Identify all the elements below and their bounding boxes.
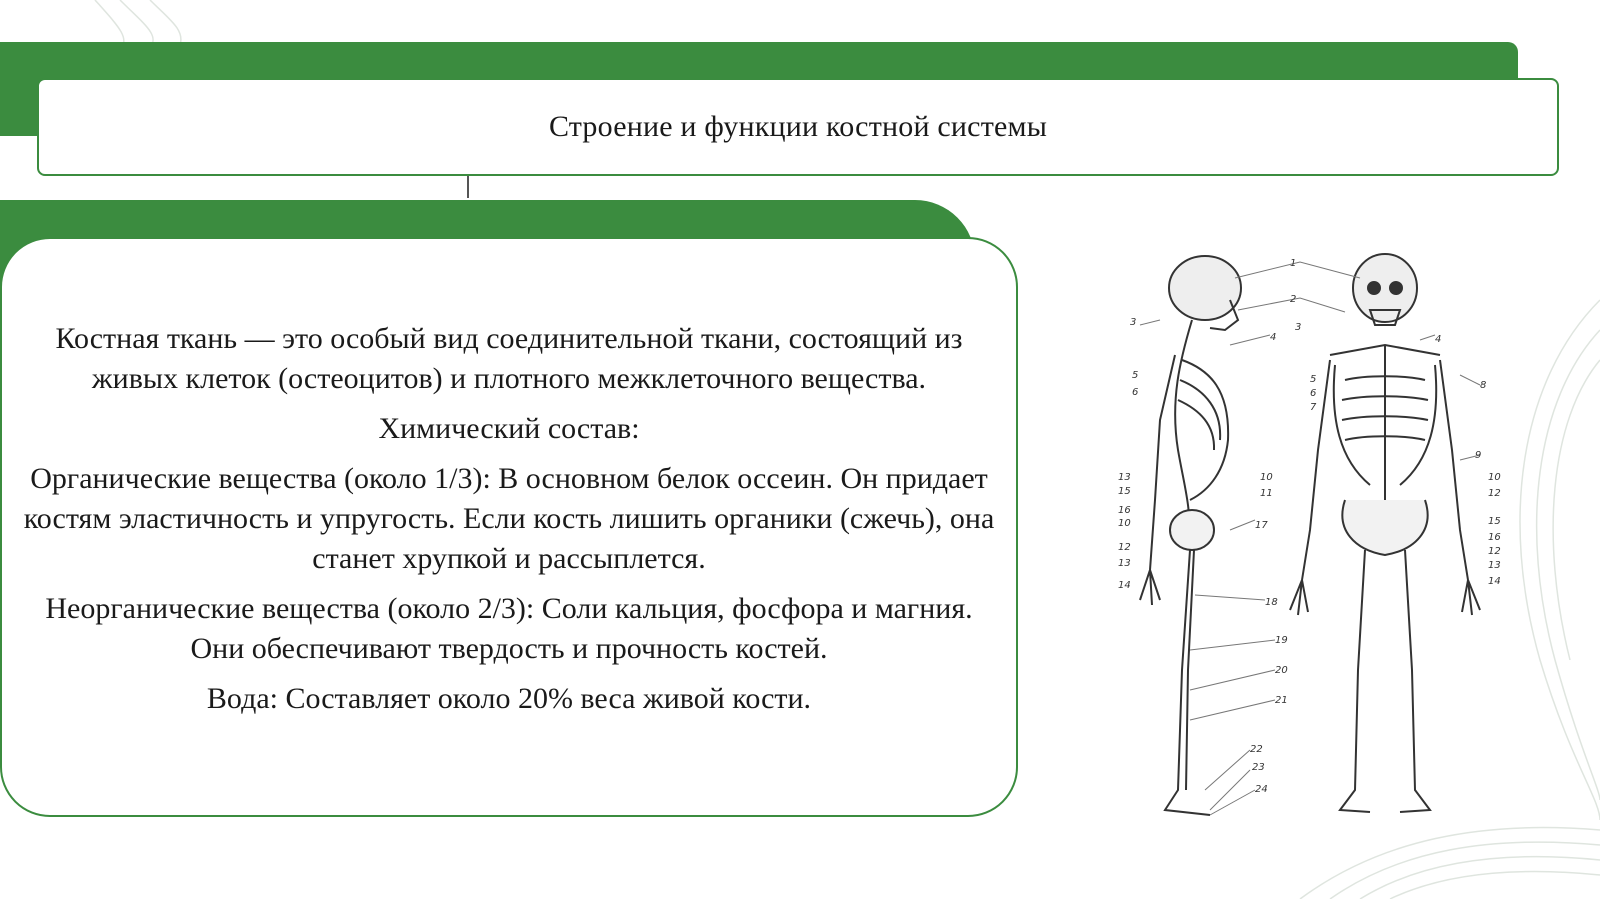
paragraph-chemical-heading: Химический состав:: [378, 412, 640, 445]
figure-label: 19: [1275, 635, 1288, 646]
figure-label: 15: [1488, 516, 1501, 527]
figure-label: 20: [1275, 665, 1288, 676]
figure-label: 6: [1310, 388, 1317, 399]
figure-label: 12: [1118, 542, 1131, 553]
figure-label: 10: [1118, 518, 1131, 529]
paragraph-inorganic: Неорганические вещества (около 2/3): Соли кальция, фосфора и магния. Они обеспечивают твердость и прочность костей.: [45, 592, 973, 665]
figure-label: 12: [1488, 488, 1501, 499]
figure-label: 16: [1118, 505, 1131, 516]
figure-label: 6: [1132, 387, 1139, 398]
figure-label: 9: [1475, 450, 1482, 461]
figure-label: 15: [1118, 486, 1131, 497]
figure-label: 3: [1295, 322, 1302, 333]
slide-title: Строение и функции костной системы: [548, 110, 1048, 143]
figure-label: 13: [1118, 558, 1131, 569]
figure-label: 7: [1310, 402, 1317, 413]
content-box: [0, 237, 1018, 817]
figure-label: 11: [1260, 488, 1273, 499]
figure-label: 14: [1488, 576, 1501, 587]
figure-label: 5: [1310, 374, 1317, 385]
figure-label: 16: [1488, 532, 1501, 543]
skeleton-side-view: [1140, 256, 1241, 815]
figure-label: 1: [1290, 258, 1297, 269]
figure-label: 22: [1250, 744, 1263, 755]
figure-label: 10: [1260, 472, 1273, 483]
paragraph-water: Вода: Составляет около 20% веса живой кости.: [206, 682, 812, 715]
figure-label: 23: [1252, 762, 1265, 773]
figure-label: 17: [1255, 520, 1268, 531]
figure-label: 24: [1255, 784, 1268, 795]
skeleton-figure: [1118, 250, 1530, 830]
figure-label: 18: [1265, 597, 1278, 608]
paragraph-organic: Органические вещества (около 1/3): В основном белок оссеин. Он придает костям эластичность и упругость. Если кость лишить органики (сжечь), она станет хрупкой и рассыплется.: [23, 462, 995, 575]
figure-label: 13: [1488, 560, 1501, 571]
figure-label: 21: [1275, 695, 1288, 706]
figure-label: 14: [1118, 580, 1131, 591]
figure-label: 2: [1290, 294, 1297, 305]
skeleton-front-view: [1290, 254, 1480, 812]
figure-label: 3: [1130, 317, 1137, 328]
figure-label: 4: [1270, 332, 1277, 343]
title-box: [37, 78, 1559, 176]
figure-label: 12: [1488, 546, 1501, 557]
figure-label: 4: [1435, 334, 1442, 345]
figure-label: 8: [1480, 380, 1487, 391]
figure-label: 13: [1118, 472, 1131, 483]
paragraph-definition: Костная ткань — это особый вид соединительной ткани, состоящий из живых клеток (остеоцитов) и плотного межклеточного вещества.: [55, 322, 963, 395]
figure-label: 5: [1132, 370, 1139, 381]
figure-label: 10: [1488, 472, 1501, 483]
connector-line: [467, 176, 469, 198]
